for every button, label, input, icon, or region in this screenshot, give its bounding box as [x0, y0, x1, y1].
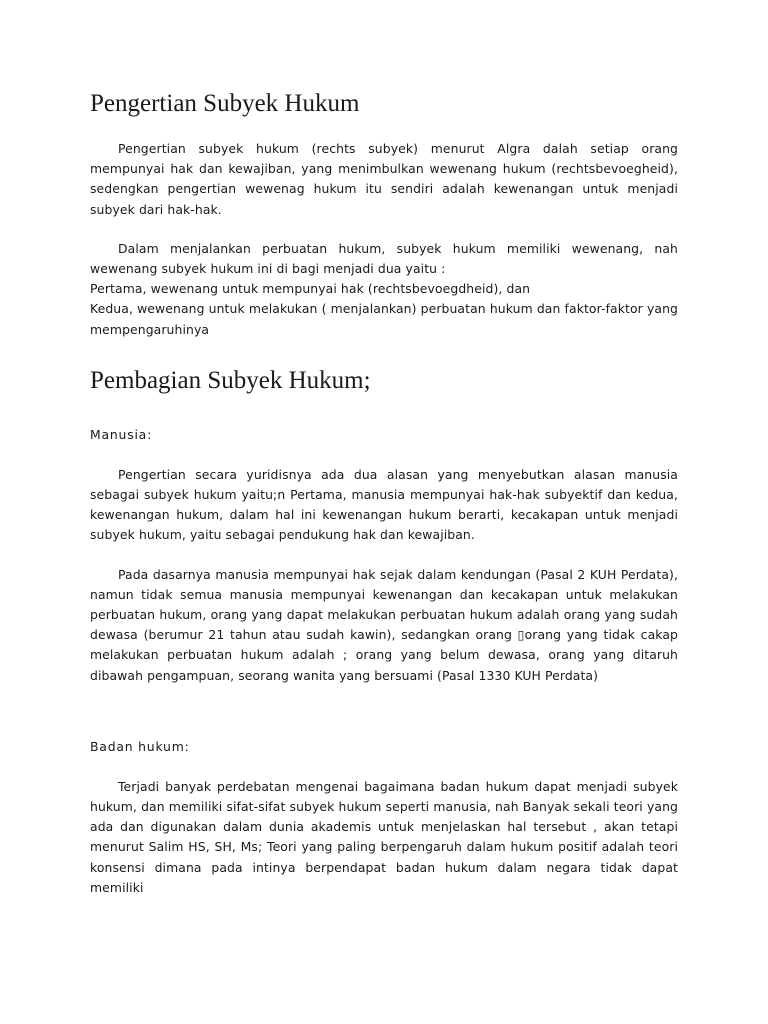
- line-pertama: Pertama, wewenang untuk mempunyai hak (rechtsbevoegdheid), dan: [90, 281, 531, 297]
- paragraph-manusia-hak: Pada dasarnya manusia mempunyai hak sejak dalam kendungan (Pasal 2 KUH Perdata), namun tidak semua manusia mempunyai kewenangan dan kecakapan untuk melakukan perbuatan hukum, orang yang dapat melakukan perbuatan hukum adalah orang yang sudah dewasa (berumur 21 tahun atau sudah kawin), sedangkan orang ▯orang yang tidak cakap melakukan perbuatan hukum adalah ; orang yang belum dewasa, orang yang ditaruh dibawah pengampuan, seorang wanita yang bersuami (Pasal 1330 KUH Perdata): [90, 566, 678, 683]
- paragraph-wewenang: Dalam menjalankan perbuatan hukum, subyek hukum memiliki wewenang, nah wewenang subyek hukum ini di bagi menjadi dua yaitu :: [90, 240, 678, 277]
- section-title-pembagian: Pembagian Subyek Hukum;: [90, 366, 371, 394]
- document-page: [90, 88, 678, 898]
- section-title-pengertian: Pengertian Subyek Hukum: [90, 90, 360, 117]
- subheading-manusia: Manusia:: [90, 426, 153, 442]
- paragraph-definition: Pengertian subyek hukum (rechts subyek) menurut Algra dalah setiap orang mempunyai hak dan kewajiban, yang menimbulkan wewenang hukum (rechtsbevoegheid), sedengkan pengertian wewenag hukum itu sendiri adalah kewenangan untuk menjadi subyek dari hak-hak.: [90, 141, 678, 217]
- paragraph-manusia-yuridis: Pengertian secara yuridisnya ada dua alasan yang menyebutkan alasan manusia sebagai subyek hukum yaitu;n Pertama, manusia mempunyai hak-hak subyektif dan kedua, kewenangan hukum, dalam hal ini kewenangan hukum berarti, kecakapan untuk menjadi subyek hukum, yaitu sebagai pendukung hak dan kewajiban.: [90, 466, 678, 543]
- paragraph-badan-hukum: Terjadi banyak perdebatan mengenai bagaimana badan hukum dapat menjadi subyek hukum, dan memiliki sifat-sifat subyek hukum seperti manusia, nah Banyak sekali teori yang ada dan digunakan dalam dunia akademis untuk menjelaskan hal tersebut , akan tetapi menurut Salim HS, SH, Ms; Teori yang paling berpengaruh dalam hukum positif adalah teori konsensi dimana pada intinya berpendapat badan hukum dalam negara tidak dapat memiliki: [90, 778, 678, 895]
- line-kedua: Kedua, wewenang untuk melakukan ( menjalankan) perbuatan hukum dan faktor-faktor yang mempengaruhinya: [90, 301, 678, 337]
- subheading-badan-hukum: Badan hukum:: [90, 738, 190, 754]
